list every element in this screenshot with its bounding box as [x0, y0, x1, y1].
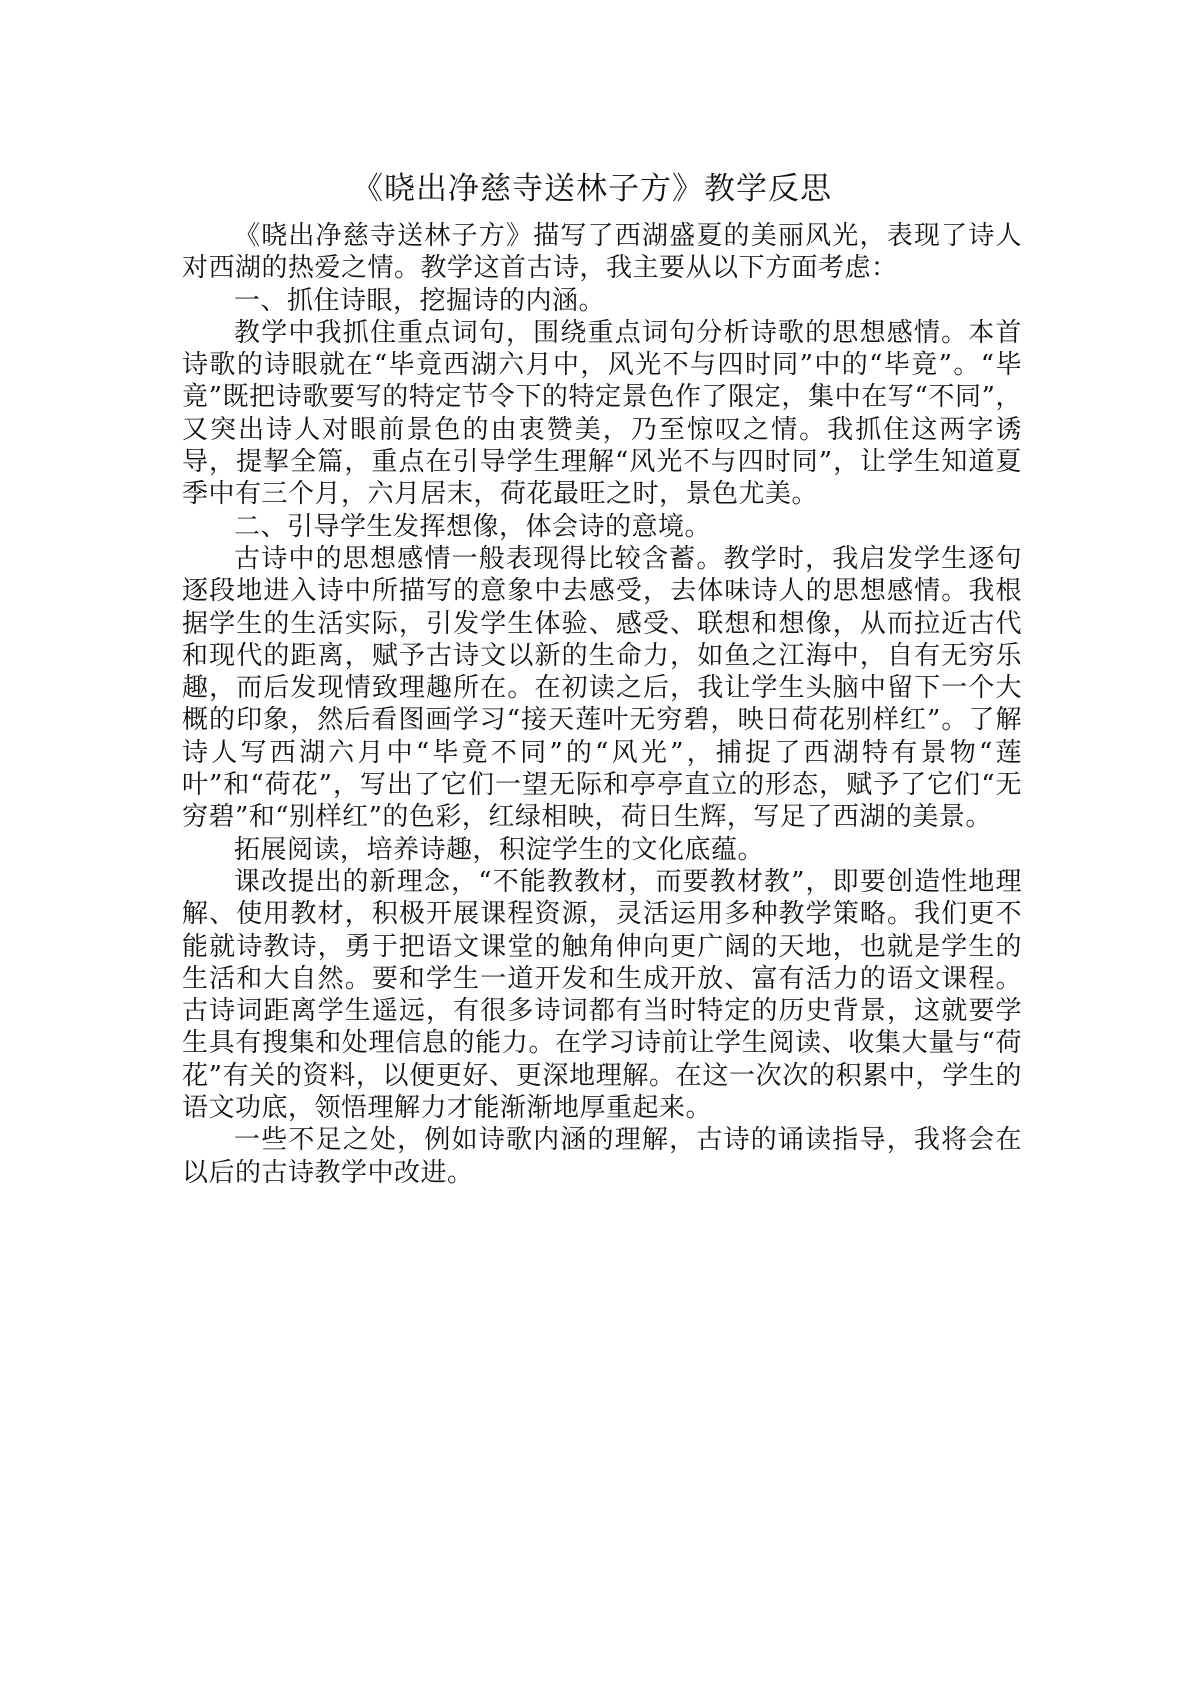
section-heading-2: 二、引导学生发挥想像，体会诗的意境。 [234, 511, 712, 542]
paragraph-section-3: 课改提出的新理念，“不能教教材，而要教材教”，即要创造性地理解、使用教材，积极开展课程资源，灵活运用多种教学策略。我们更不能就诗教诗，勇于把语文课堂的触角伸向更广阔的天地，也就是学生的生活和大自然。要和学生一道开发和生成开放、富有活力的语文课程。古诗词距离学生遥远，有很多诗词都有当时特定的历史背景，这就要学生具有搜集和处理信息的能力。在学习诗前让学生阅读、收集大量与“荷花”有关的资料，以便更好、更深地理解。在这一次次的积累中，学生的语文功底，领悟理解力才能渐渐地厚重起来。 [182, 866, 1022, 1124]
section-heading-3: 拓展阅读，培养诗趣，积淀学生的文化底蕴。 [234, 834, 765, 865]
paragraph-intro: 《晓出净慈寺送林子方》描写了西湖盛夏的美丽风光，表现了诗人对西湖的热爱之情。教学这首古诗，我主要从以下方面考虑： [182, 221, 1022, 284]
page-title: 《晓出净慈寺送林子方》教学反思 [352, 171, 832, 207]
section-heading-1: 一、抓住诗眼，挖掘诗的内涵。 [234, 285, 606, 316]
document-body [182, 220, 1022, 1189]
paragraph-section-1: 教学中我抓住重点词句，围绕重点词句分析诗歌的思想感情。本首诗歌的诗眼就在“毕竟西湖六月中，风光不与四时同”中的“毕竟”。“毕竟”既把诗歌要写的特定节令下的特定景色作了限定，集中在写“不同”，又突出诗人对眼前景色的由衷赞美，乃至惊叹之情。我抓住这两字诱导，提挈全篇，重点在引导学生理解“风光不与四时同”，让学生知道夏季中有三个月，六月居末，荷花最旺之时，景色尤美。 [182, 317, 1022, 510]
paragraph-section-2: 古诗中的思想感情一般表现得比较含蓄。教学时，我启发学生逐句逐段地进入诗中所描写的意象中去感受，去体味诗人的思想感情。我根据学生的生活实际，引发学生体验、感受、联想和想像，从而拉近古代和现代的距离，赋予古诗文以新的生命力，如鱼之江海中，自有无穷乐趣，而后发现情致理趣所在。在初读之后，我让学生头脑中留下一个大概的印象，然后看图画学习“接天莲叶无穷碧，映日荷花别样红”。了解诗人写西湖六月中“毕竟不同”的“风光”，捕捉了西湖特有景物“莲叶”和“荷花”，写出了它们一望无际和亭亭直立的形态，赋予了它们“无穷碧”和“别样红”的色彩，红绿相映，荷日生辉，写足了西湖的美景。 [182, 543, 1022, 833]
document-content [182, 166, 1022, 1189]
paragraph-conclusion: 一些不足之处，例如诗歌内涵的理解，古诗的诵读指导，我将会在以后的古诗教学中改进。 [182, 1125, 1022, 1188]
